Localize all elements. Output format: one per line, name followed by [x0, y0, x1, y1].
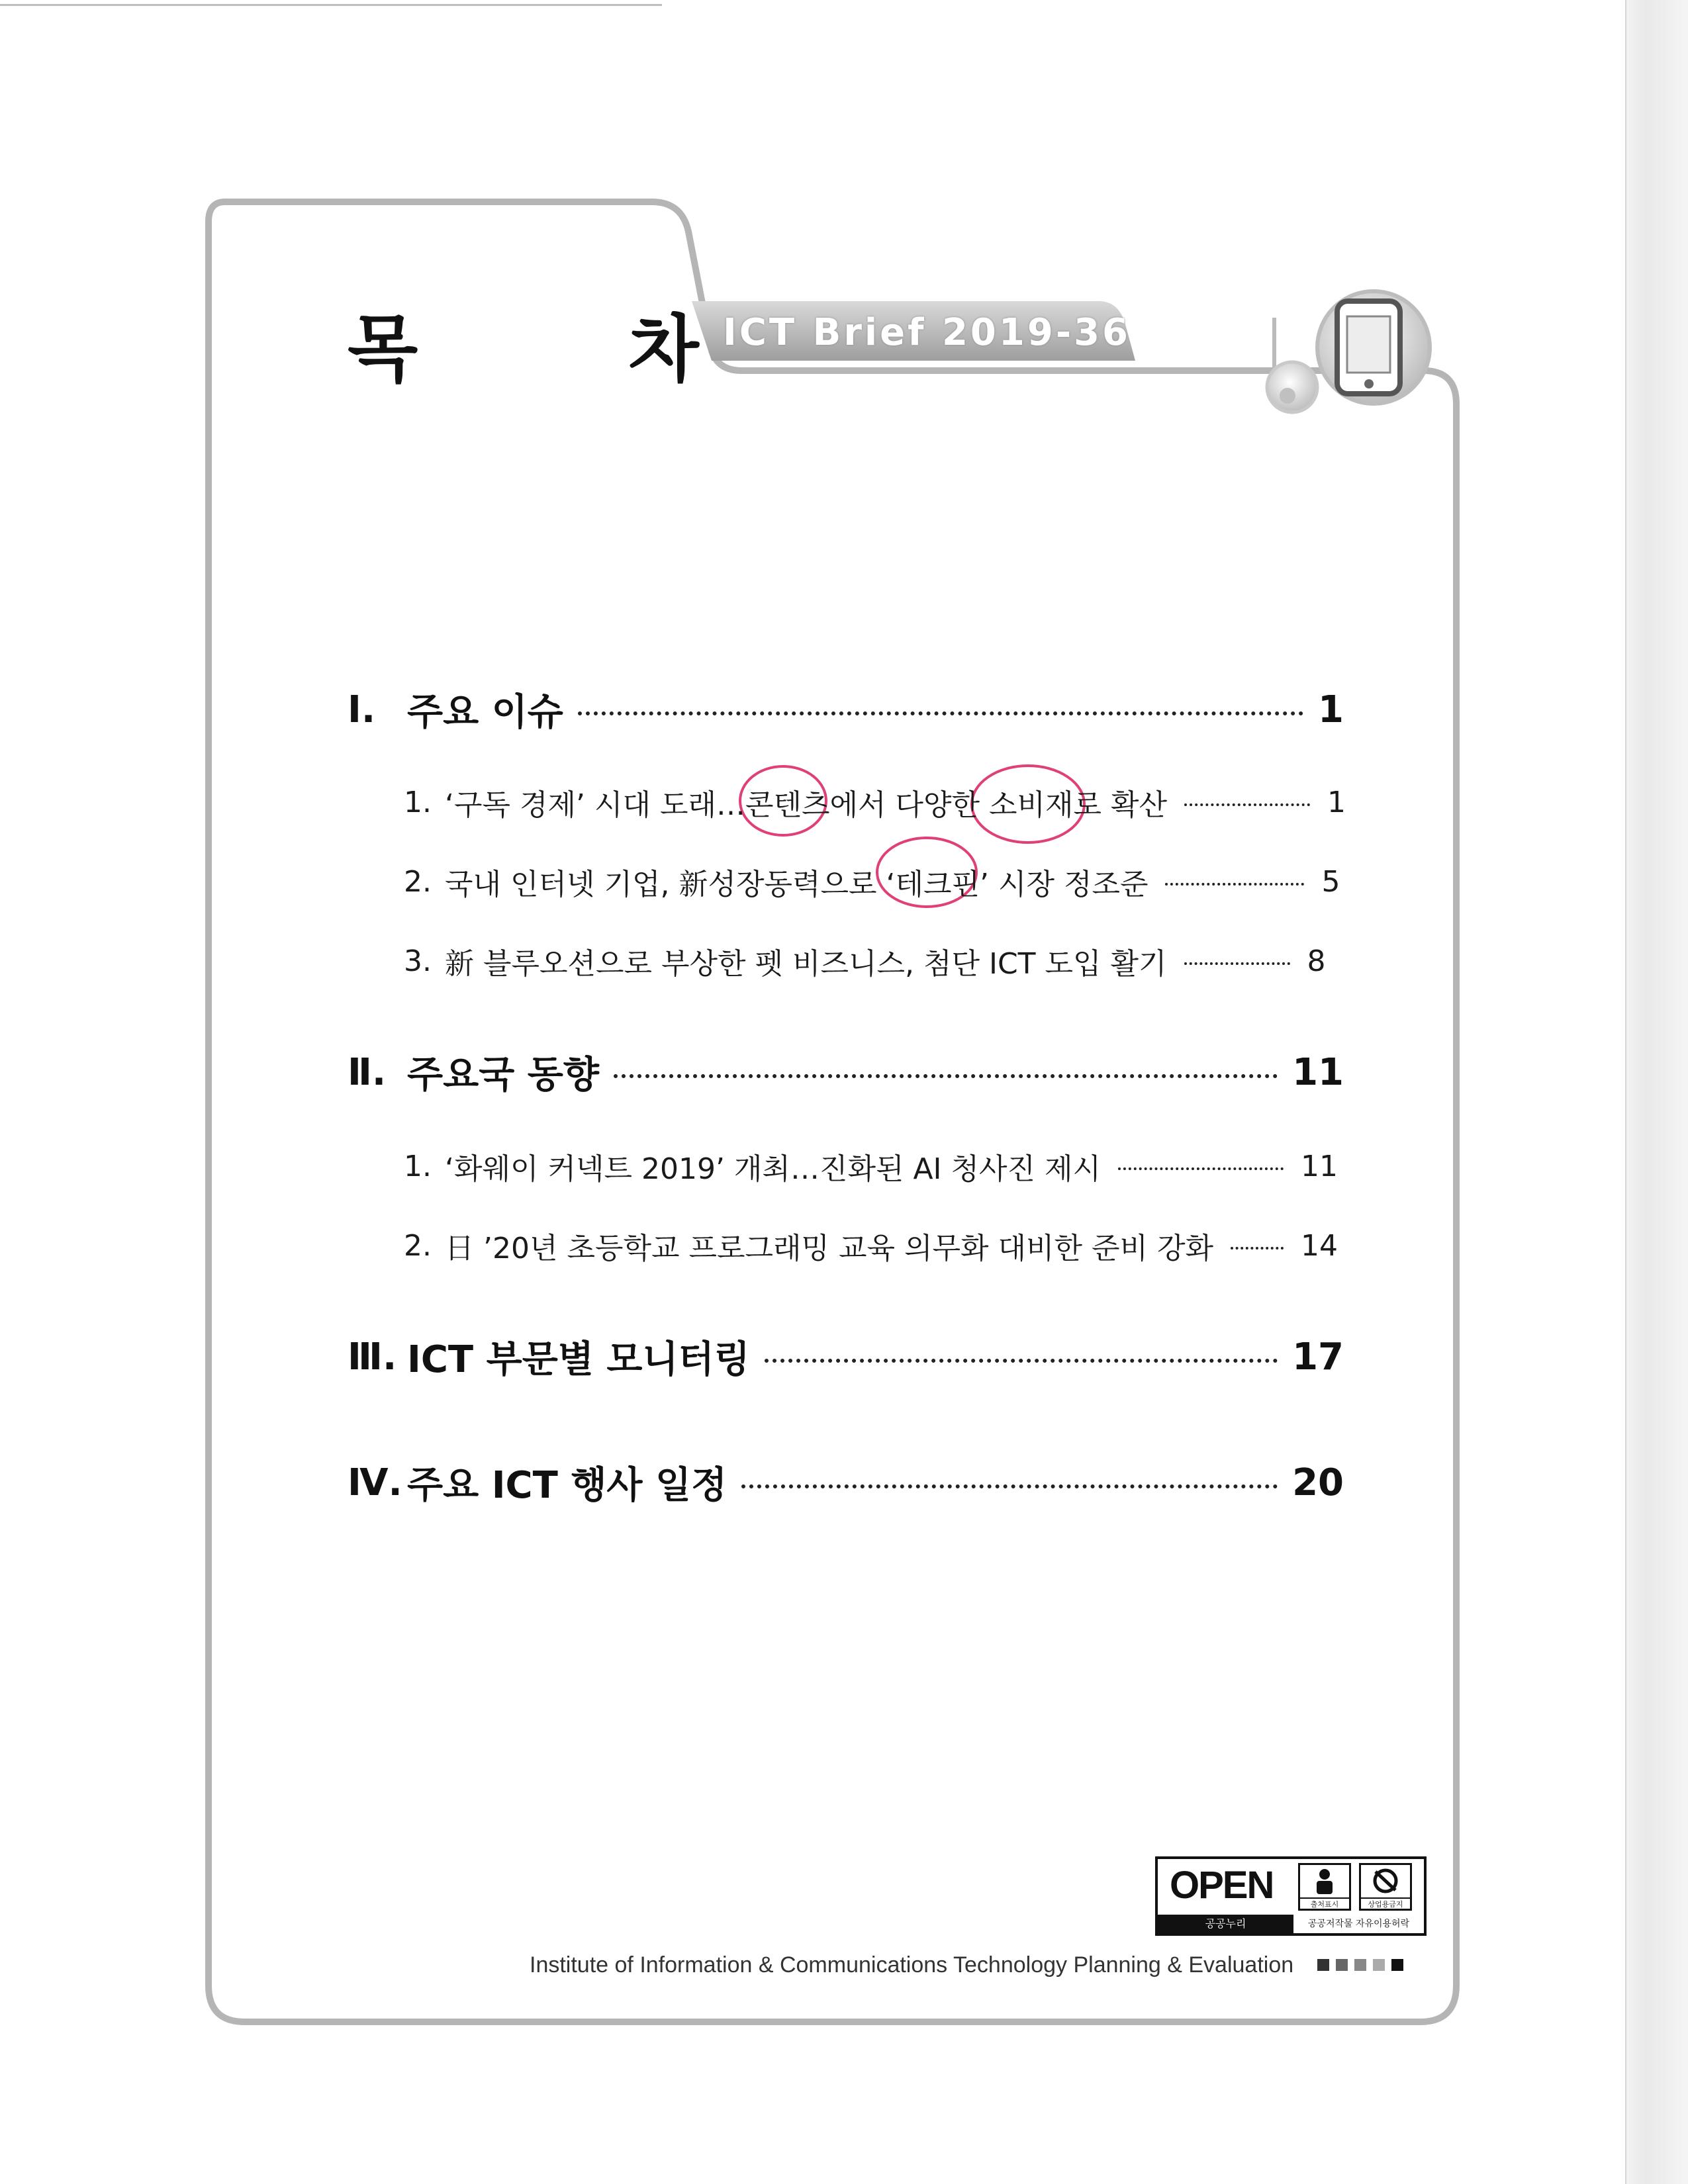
footer-square: [1391, 1959, 1403, 1971]
section-label: 주요국 동향: [407, 1054, 599, 1097]
brief-label: ICT Brief 2019-36: [723, 311, 1131, 354]
item-label: 新 블루오션으로 부상한 펫 비즈니스, 첨단 ICT 도입 활기: [445, 947, 1167, 981]
footer-squares: [1317, 1959, 1403, 1971]
section-number: Ⅲ.: [348, 1335, 397, 1379]
footer-square: [1336, 1959, 1348, 1971]
toc-item-1-1[interactable]: [404, 781, 1344, 823]
frame-border: [209, 202, 1456, 2022]
toc-section-2[interactable]: [348, 1046, 1344, 1099]
section-page: 1: [1318, 688, 1344, 731]
dot-leader: [1184, 803, 1310, 806]
item-number: 2.: [404, 864, 432, 899]
toc-section-3[interactable]: [348, 1330, 1344, 1383]
item-number: 2.: [404, 1228, 432, 1263]
open-sub-right: 공공저작물 자유이용허락: [1307, 1919, 1410, 1929]
toc-section-4[interactable]: [348, 1456, 1344, 1509]
open-logo-text: OPEN: [1170, 1864, 1274, 1907]
dot-leader: [1231, 1247, 1284, 1250]
no-commercial-caption: 상업용금지: [1361, 1897, 1410, 1909]
toc-item-2-1[interactable]: [404, 1145, 1344, 1187]
footer-square: [1317, 1959, 1329, 1971]
dot-leader: [614, 1074, 1278, 1078]
section-label: ICT 부문별 모니터링: [407, 1338, 750, 1381]
item-label: ‘화웨이 커넥트 2019’ 개최…진화된 AI 청사진 제시: [445, 1152, 1102, 1186]
section-label: 주요 이슈: [407, 691, 563, 734]
section-page: 20: [1292, 1461, 1344, 1504]
toc-section-1[interactable]: [348, 683, 1344, 736]
footer-square: [1354, 1959, 1366, 1971]
item-page: 8: [1307, 944, 1326, 978]
item-label: ‘구독 경제’ 시대 도래…콘텐츠에서 다양한 소비재로 확산: [445, 788, 1167, 822]
item-number: 1.: [404, 785, 432, 819]
dot-leader: [1165, 883, 1304, 886]
dot-leader: [741, 1484, 1278, 1488]
section-page: 11: [1292, 1050, 1344, 1094]
item-label: 국내 인터넷 기업, 新성장동력으로 ‘테크핀’ 시장 정조준: [445, 868, 1149, 901]
item-page: 11: [1301, 1149, 1338, 1183]
section-number: Ⅳ.: [348, 1461, 402, 1504]
toc-item-1-3[interactable]: [404, 940, 1344, 982]
toc-item-2-2[interactable]: [404, 1224, 1344, 1267]
section-number: Ⅱ.: [348, 1050, 387, 1094]
footer-institute: Institute of Information & Communications Technology Planning & Evaluation: [530, 1952, 1294, 1978]
item-number: 3.: [404, 944, 432, 978]
item-number: 1.: [404, 1149, 432, 1183]
item-label: 日 ’20년 초등학교 프로그래밍 교육 의무화 대비한 준비 강화: [445, 1232, 1213, 1265]
dot-leader: [1184, 962, 1290, 965]
section-page: 17: [1292, 1335, 1344, 1379]
footer-square: [1373, 1959, 1385, 1971]
dot-leader: [1118, 1167, 1284, 1170]
item-page: 5: [1321, 864, 1340, 899]
item-page: 14: [1300, 1228, 1338, 1263]
open-license-badge: [1155, 1856, 1427, 1936]
page-title: 목 차: [348, 307, 792, 392]
section-number: Ⅰ.: [348, 688, 376, 731]
dot-leader: [765, 1359, 1278, 1363]
dot-leader: [578, 711, 1303, 715]
phone-icon: [1267, 291, 1430, 412]
open-sub-left: 공공누리: [1158, 1915, 1293, 1933]
toc-item-1-2[interactable]: [404, 860, 1344, 903]
item-page: 1: [1327, 785, 1346, 819]
section-label: 주요 ICT 행사 일정: [407, 1464, 727, 1507]
attribution-icon: [1298, 1863, 1351, 1911]
attribution-caption: 출처표시: [1300, 1897, 1349, 1909]
no-commercial-icon: [1359, 1863, 1412, 1911]
